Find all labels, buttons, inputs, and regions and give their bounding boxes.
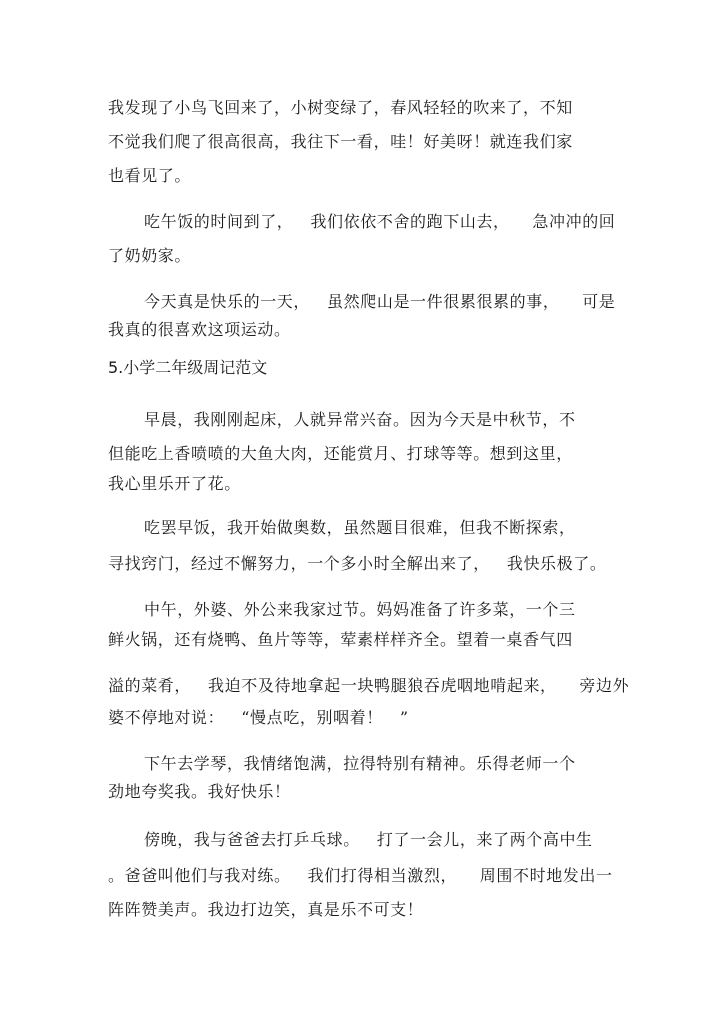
essay-paragraph-5-line-1: 傍晚，我与爸爸去打乒乓球。 打了一会儿，来了两个高中生 bbox=[144, 830, 593, 849]
essay-paragraph-3-line-2: 鲜火锅，还有烧鸭、鱼片等等，荤素样样齐全。望着一桌香气四 bbox=[108, 630, 573, 649]
essay-paragraph-5-line-3: 阵阵赞美声。我边打边笑，真是乐不可支！ bbox=[108, 900, 424, 919]
paragraph-1-line-1: 我发现了小鸟飞回来了，小树变绿了，春风轻轻的吹来了，不知 bbox=[108, 98, 573, 117]
essay-paragraph-2-line-1: 吃罢早饭，我开始做奥数，虽然题目很难，但我不断探索， bbox=[144, 518, 576, 537]
essay-paragraph-5-line-2: 。爸爸叫他们与我对练。 我们打得相当激烈， 周围不时地发出一 bbox=[108, 866, 613, 885]
paragraph-1-line-3: 也看见了。 bbox=[108, 166, 192, 185]
essay-paragraph-3-line-3: 溢的菜肴， 我迫不及待地拿起一块鸭腿狼吞虎咽地啃起来， 旁边外 bbox=[108, 676, 630, 695]
essay-paragraph-4-line-2: 劲地夸奖我。我好快乐！ bbox=[108, 782, 291, 801]
paragraph-2-line-1: 吃午饭的时间到了， 我们依依不舍的跑下山去， 急冲冲的回 bbox=[144, 212, 616, 231]
paragraph-1-line-2: 不觉我们爬了很高很高，我往下一看，哇！好美呀！就连我们家 bbox=[108, 132, 573, 151]
essay-paragraph-4-line-1: 下午去学琴，我情绪饱满，拉得特别有精神。乐得老师一个 bbox=[144, 754, 576, 773]
essay-paragraph-1-line-2: 但能吃上香喷喷的大鱼大肉，还能赏月、打球等等。想到这里， bbox=[108, 444, 573, 463]
paragraph-3-line-1: 今天真是快乐的一天， 虽然爬山是一件很累很累的事， 可是 bbox=[144, 292, 616, 311]
paragraph-2-line-2: 了奶奶家。 bbox=[108, 246, 192, 265]
essay-paragraph-2-line-2: 寻找窍门，经过不懈努力，一个多小时全解出来了， 我快乐极了。 bbox=[108, 554, 607, 573]
section-heading: 5.小学二年级周记范文 bbox=[108, 358, 268, 377]
essay-paragraph-3-line-4: 婆不停地对说： “慢点吃，别咽着！ ” bbox=[108, 708, 409, 727]
essay-paragraph-1-line-3: 我心里乐开了花。 bbox=[108, 474, 241, 493]
paragraph-3-line-2: 我真的很喜欢这项运动。 bbox=[108, 320, 291, 339]
essay-paragraph-3-line-1: 中午，外婆、外公来我家过节。妈妈准备了许多菜，一个三 bbox=[144, 600, 576, 619]
essay-paragraph-1-line-1: 早晨，我刚刚起床，人就异常兴奋。因为今天是中秋节，不 bbox=[144, 410, 576, 429]
